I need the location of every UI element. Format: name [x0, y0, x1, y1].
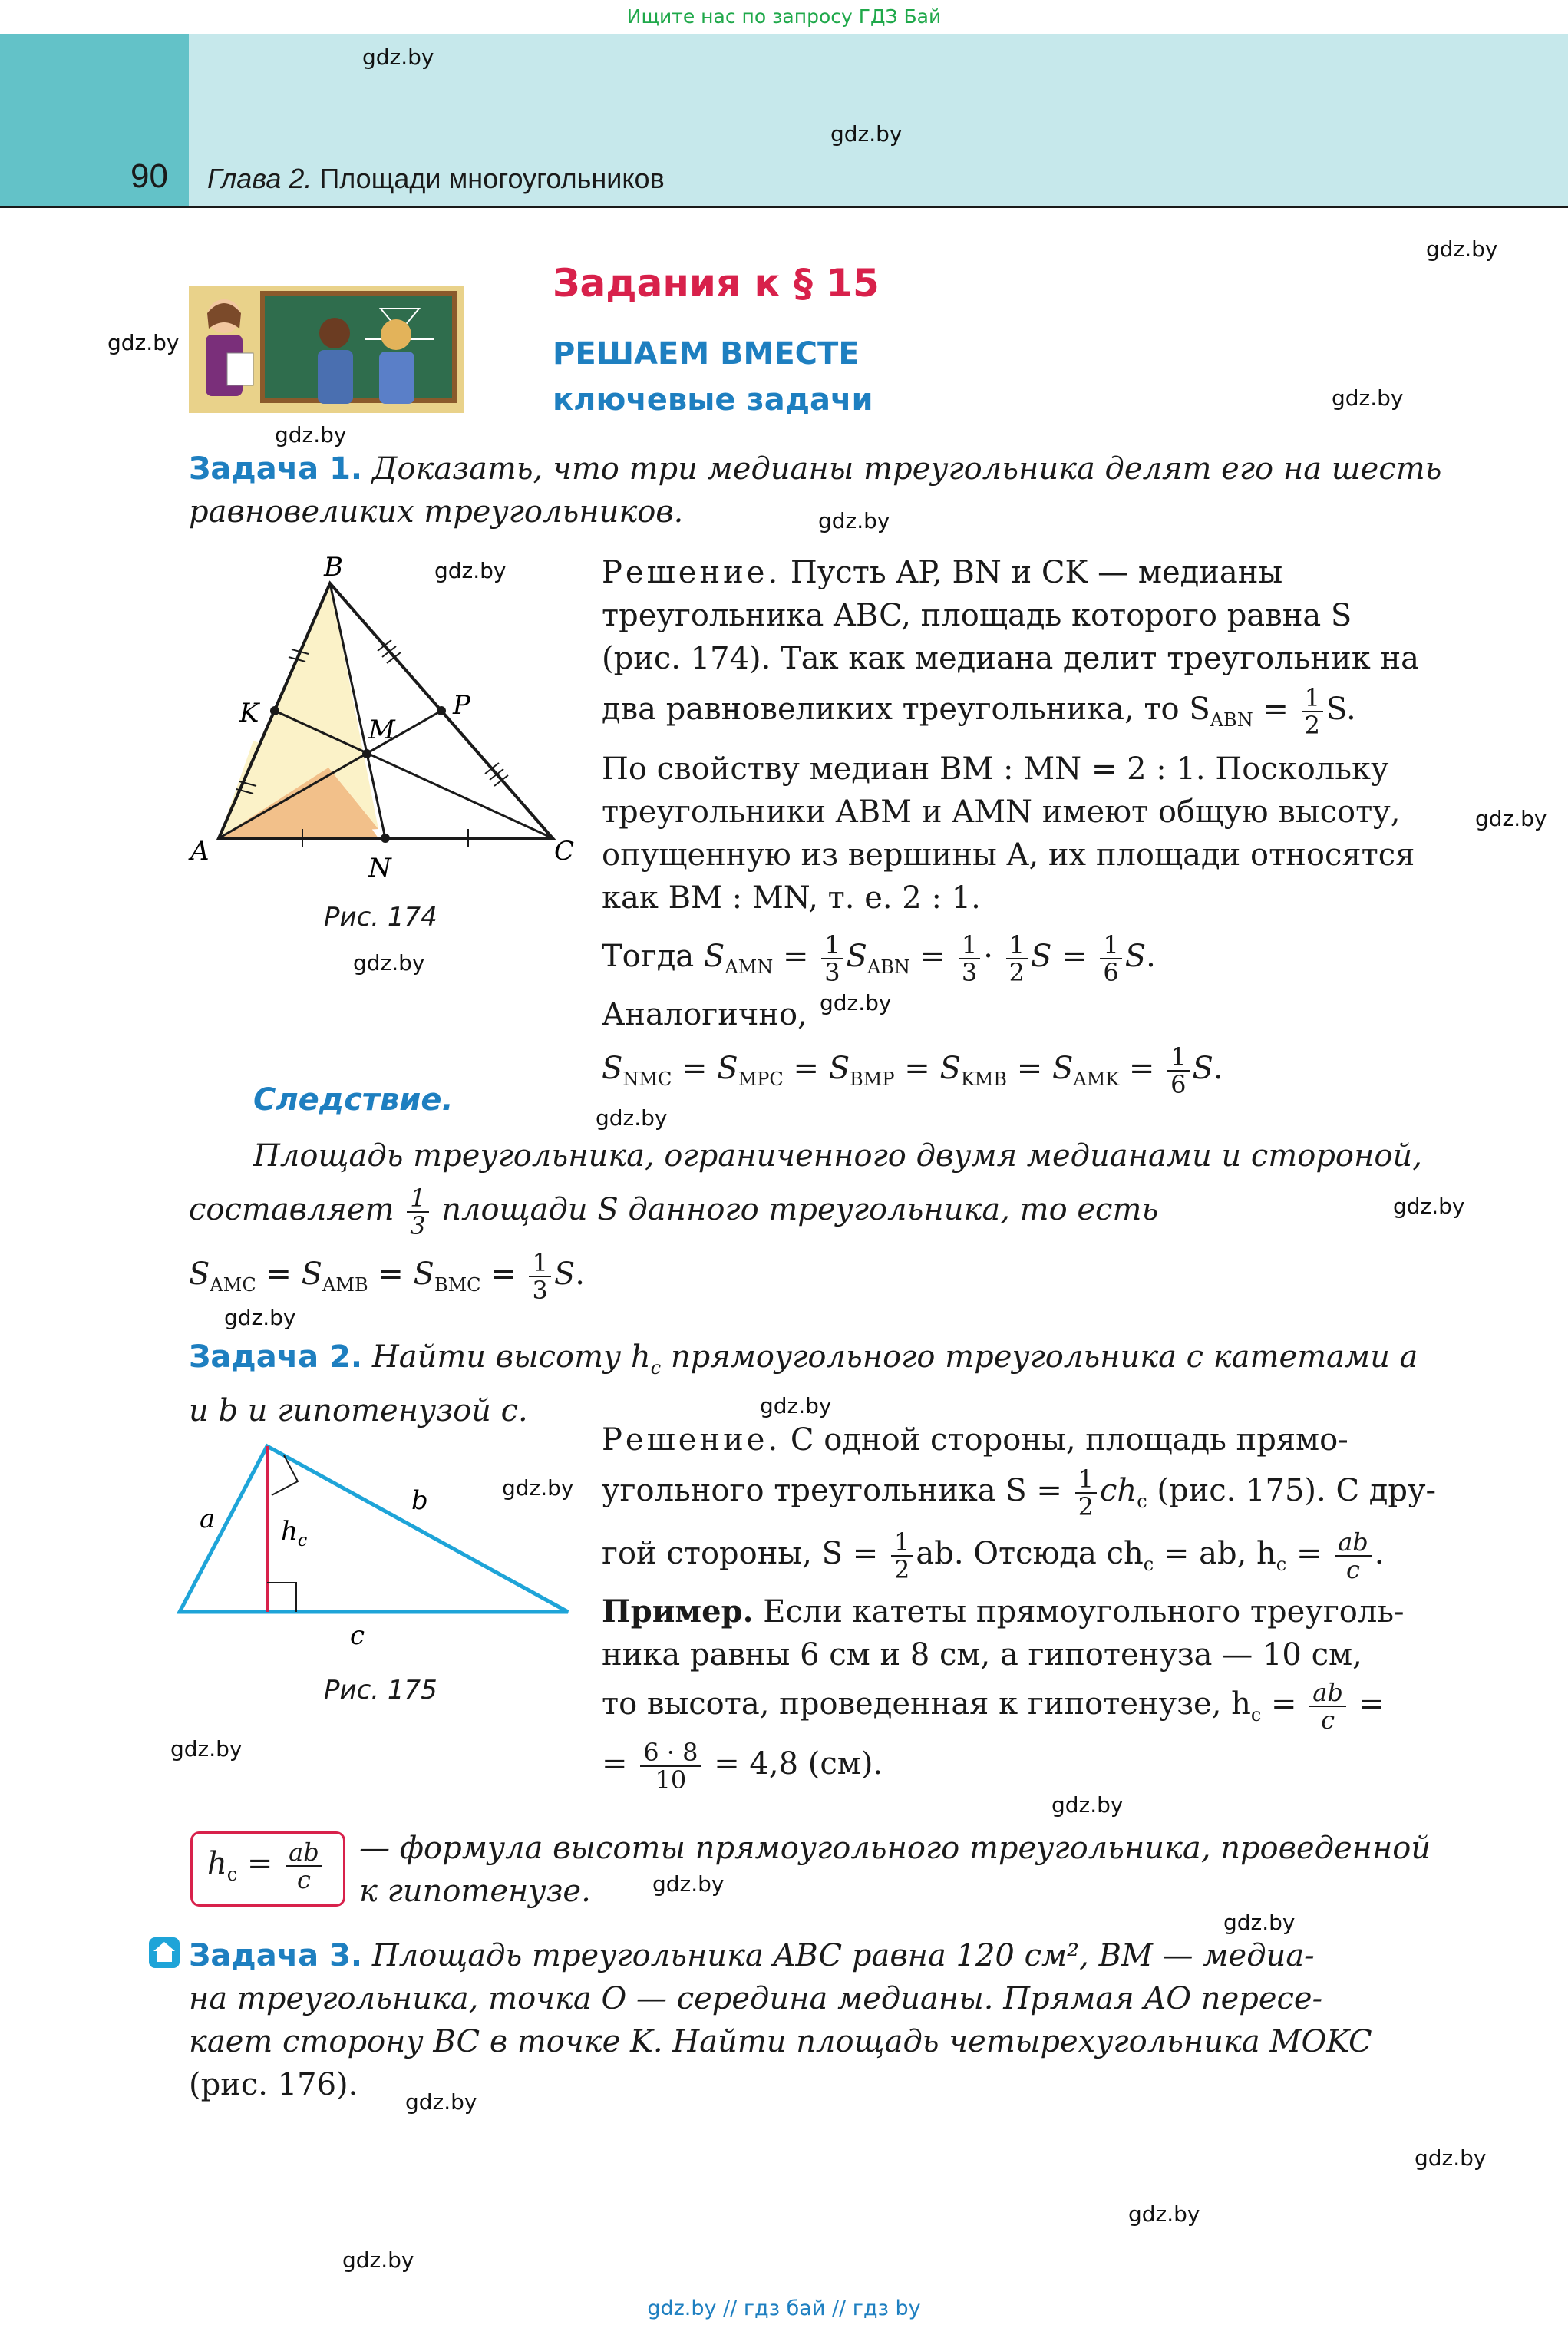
corollary-text: площади S данного треугольника, то есть	[441, 1192, 1159, 1227]
example-line: Если катеты прямоугольного треуголь-	[763, 1594, 1405, 1630]
label-n: N	[368, 853, 391, 883]
formula-hc: $h_c$ = $\frac{ab}{c}$	[207, 1839, 325, 1896]
watermark: gdz.by	[107, 330, 180, 355]
task3-line4: (рис. 176).	[189, 2067, 358, 2102]
watermark: gdz.by	[342, 2247, 414, 2273]
watermark: gdz.by	[405, 2089, 477, 2115]
label-k: K	[239, 698, 259, 728]
solution-line: S.	[1326, 692, 1356, 727]
watermark: gdz.by	[1415, 2145, 1487, 2171]
watermark: gdz.by	[1051, 1792, 1124, 1818]
right-triangle	[180, 1446, 568, 1612]
figure-174-caption: Рис. 174	[324, 902, 437, 933]
classroom-illustration	[189, 286, 464, 413]
point-m	[362, 749, 371, 758]
label-c: C	[554, 836, 575, 867]
label-m: M	[368, 715, 395, 745]
point-k	[270, 706, 279, 715]
label-a: a	[200, 1504, 216, 1534]
watermark: gdz.by	[818, 508, 890, 533]
watermark: gdz.by	[170, 1736, 243, 1762]
task2-statement-line1: Найти высоту h	[371, 1339, 651, 1375]
section-subtitle-2: ключевые задачи	[553, 382, 873, 418]
watermark: gdz.by	[596, 1105, 668, 1131]
solution-line: = ab, h	[1163, 1536, 1276, 1571]
task2-statement-line2: и b и гипотенузой c.	[189, 1393, 528, 1428]
watermark: gdz.by	[434, 558, 507, 583]
home-task-icon	[147, 1936, 181, 1970]
solution-line: ab. Отсюда ch	[916, 1536, 1144, 1571]
fraction-one-half: $\frac{1}{2}$	[1302, 685, 1323, 738]
chapter-title	[207, 163, 665, 195]
example-line: то высота, проведенная к гипотенузе, h	[602, 1686, 1251, 1722]
formula-text-line1: — формула высоты прямоугольного треугольника, проведенной	[359, 1831, 1431, 1866]
page-number: 90	[130, 157, 168, 195]
then-label: Тогда	[602, 939, 695, 974]
solution-heading: Решение.	[602, 555, 781, 590]
watermark: gdz.by	[1128, 2201, 1200, 2227]
label-p: P	[453, 690, 470, 721]
watermark: gdz.by	[224, 1305, 296, 1330]
task3-statement	[189, 1934, 1455, 2106]
header-rule	[0, 206, 1568, 208]
watermark: gdz.by	[820, 990, 892, 1015]
watermark: gdz.by	[1332, 385, 1404, 411]
solution-line: опущенную из вершины A, их площади относятся	[602, 837, 1415, 873]
solution-line: угольного треугольника S =	[602, 1473, 1062, 1508]
subscript-abn: ABN	[1210, 709, 1253, 731]
task2-statement-line1b: прямоугольного треугольника с катетами a	[670, 1339, 1418, 1375]
chapter-label: Глава 2.	[207, 163, 312, 194]
solution-line: треугольники ABM и AMN имеют общую высоту,	[602, 794, 1401, 830]
solution-line: (рис. 174). Так как медиана делит треугольник на	[602, 641, 1419, 676]
watermark: gdz.by	[1475, 806, 1547, 831]
solution-line: С одной стороны, площадь прямо-	[790, 1422, 1348, 1458]
formula-text-line2: к гипотенузе.	[359, 1874, 591, 1909]
watermark: gdz.by	[1223, 1910, 1296, 1935]
solution-line: как BM : MN, т. е. 2 : 1.	[602, 880, 981, 916]
watermark: gdz.by	[1393, 1194, 1465, 1219]
point-p	[437, 706, 446, 715]
task1-statement-line1: Доказать, что три медианы треугольника делят его на шесть	[371, 451, 1442, 487]
task2-label: Задача 2.	[189, 1339, 363, 1375]
watermark: gdz.by	[362, 45, 434, 70]
similarly-label: Аналогично,	[602, 997, 807, 1032]
figure-174	[184, 553, 583, 890]
task1-label: Задача 1.	[189, 451, 363, 487]
solution-line: треугольника ABC, площадь которого равна S	[602, 598, 1352, 633]
figure-175	[169, 1435, 583, 1650]
watermark: gdz.by	[830, 121, 903, 147]
corollary-text: составляет	[189, 1192, 394, 1227]
corollary-line2: составляет $\frac{1}{3}$ площади S данного треугольника, то есть	[189, 1184, 1159, 1240]
chapter-name: Площади многоугольников	[319, 163, 665, 194]
corollary-title: Следствие.	[253, 1082, 454, 1118]
solution-heading: Решение.	[602, 1422, 781, 1458]
label-hc: $h_c$	[281, 1516, 308, 1550]
task3-line3: кает сторону BC в точке K. Найти площадь четырехугольника MOKC	[189, 2024, 1372, 2059]
formula-description	[359, 1827, 1457, 1913]
task3-line1: Площадь треугольника ABC равна 120 см², BM — медиа-	[371, 1938, 1315, 1973]
task1-solution: Решение. Пусть AP, BN и CK — медианы треугольника ABC, площадь которого равна S (рис. 174). Так как медиана делит треугольник на два равновеликих треугольника, то $S_{ABN}$ = $\frac{1}{2}$ S. По свойству медиан BM : MN = 2 : 1. Поскольку треугольники ABM и AMN имеют общую высоту, опущенную из вершины A, их площади относятся как BM : MN, т. е. 2 : 1. Тогда $S_{AMN}$ = $\frac{1}{3}$ $S_{ABN}$ = $\frac{1}{3}$ · $\frac{1}{2}$ S = $\frac{1}{6}$ S. Аналогично, $S_{NMC} = S_{MPC} = S_{BMP} = S_{KMB} = S_{AMK}$ = $\frac{1}{6}$ S.	[602, 551, 1452, 1101]
label-a: A	[190, 836, 210, 867]
label-c: c	[350, 1620, 365, 1650]
task2-statement: Задача 2. Найти высоту $h_c$ прямоугольного треугольника с катетами a и b и гипотенузой c.	[189, 1339, 1418, 1428]
corollary-line1: Площадь треугольника, ограниченного двумя медианами и стороной,	[253, 1138, 1422, 1174]
watermark: gdz.by	[1426, 236, 1498, 262]
solution-line: два равновеликих треугольника, то S	[602, 692, 1210, 727]
example-line: ника равны 6 см и 8 см, а гипотенуза — 10 см,	[602, 1637, 1362, 1673]
solution-line: По свойству медиан BM : MN = 2 : 1. Поскольку	[602, 751, 1389, 787]
watermark: gdz.by	[275, 422, 347, 447]
figure-175-caption: Рис. 175	[324, 1675, 437, 1706]
watermark: gdz.by	[502, 1475, 574, 1501]
task3-line2: на треугольника, точка O — середина медианы. Прямая AO пересе-	[189, 1981, 1323, 2016]
task2-solution: Решение. С одной стороны, площадь прямо- угольного треугольника S = $\frac{1}{2}$ $ch_c$ (рис. 175). С дру- гой стороны, S = $\frac{1}{2}$ ab. Отсюда $ch_c$ = ab, $h_c$ = $\frac{ab}{c}$ . Пример. Если катеты прямоугольного треуголь- ника равны 6 см и 8 см, а гипотенуза — 10 см, то высота, проведенная к гипотенузе, $h_c$ = $\frac{ab}{c}$ = = $\frac{6 \cdot 8}{10}$ = 4,8 (см).	[602, 1418, 1452, 1793]
solution-line: (рис. 175). С дру-	[1157, 1473, 1437, 1508]
task1-statement-line2: равновеликих треугольников.	[189, 494, 684, 530]
example-line: = 4,8 (см).	[714, 1746, 883, 1782]
label-b: b	[411, 1485, 428, 1516]
solution-line: гой стороны, S =	[602, 1536, 879, 1571]
bottom-banner: gdz.by // гдз бай // гдз by	[647, 2297, 921, 2320]
solution-line: Пусть AP, BN и CK — медианы	[790, 555, 1283, 590]
section-title: Задания к § 15	[553, 261, 880, 305]
corollary-equation: $S_{AMC} = S_{AMB} = S_{BMC}$ = $\frac{1}{3}$ S.	[189, 1248, 585, 1305]
watermark: gdz.by	[652, 1871, 725, 1897]
example-label: Пример.	[602, 1593, 754, 1630]
watermark: gdz.by	[353, 950, 425, 976]
task3-label: Задача 3.	[189, 1938, 363, 1973]
watermark: gdz.by	[760, 1393, 832, 1418]
point-n	[381, 834, 390, 843]
section-subtitle: РЕШАЕМ ВМЕСТЕ	[553, 336, 860, 372]
task1-statement	[189, 447, 1455, 533]
top-banner: Ищите нас по запросу ГДЗ Бай	[626, 5, 942, 28]
label-b: B	[324, 553, 343, 583]
equation-six-triangles: $S_{NMC} = S_{MPC} = S_{BMP} = S_{KMB} = S_{AMK}$ = $\frac{1}{6}$ S.	[602, 1042, 1223, 1099]
